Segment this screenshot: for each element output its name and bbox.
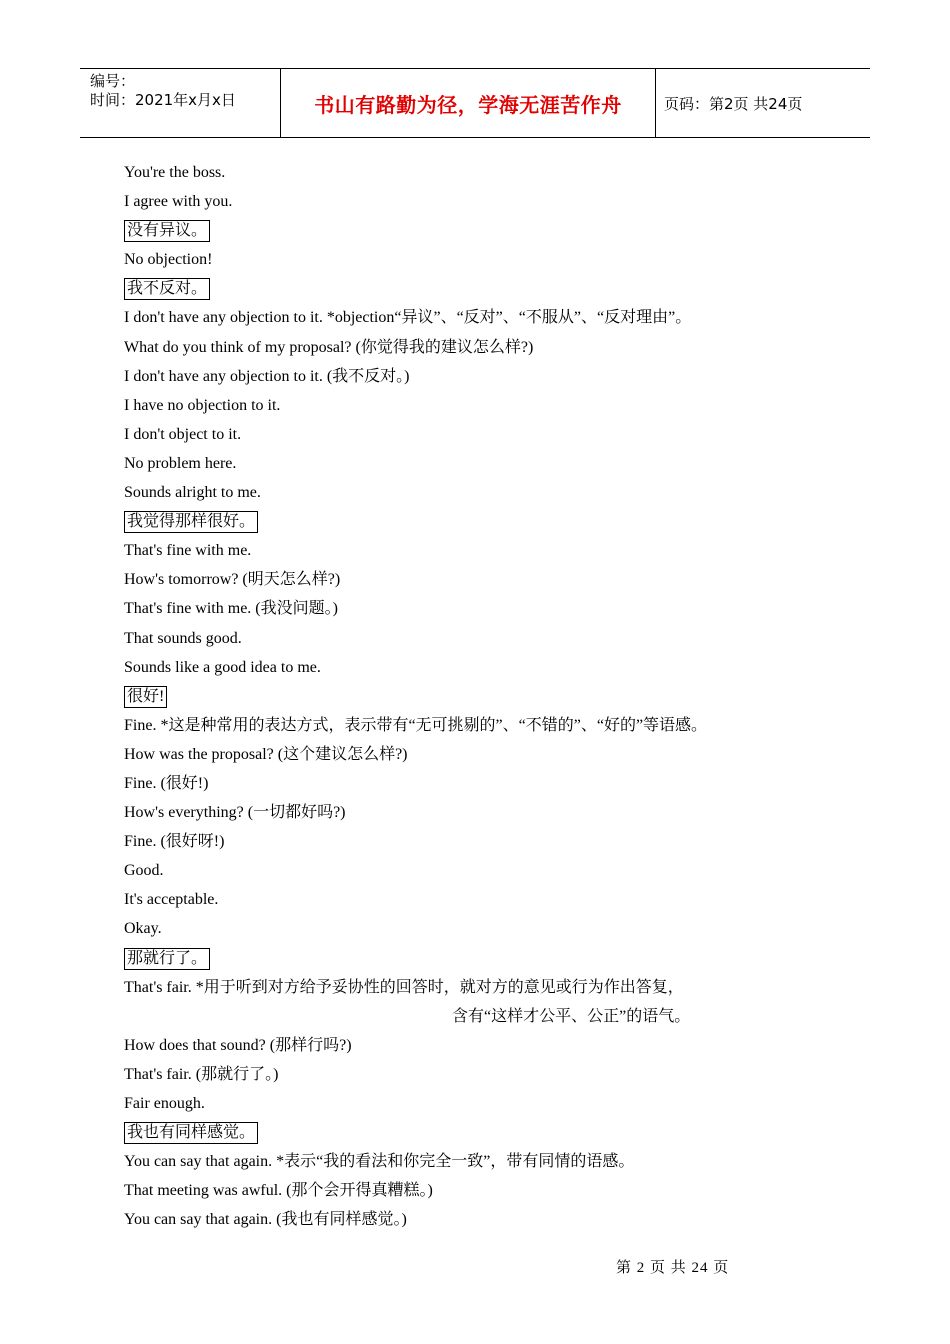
line-text: 含有“这样才公平、公正”的语气。 [452,1007,691,1025]
text-line [124,914,824,943]
text-line [124,827,824,856]
text-line [124,740,824,769]
text-line [124,245,824,274]
line-text: You can say that again. *表示“我的看法和你完全一致”，带有同情的语感。 [124,1153,635,1171]
section-heading-text: 我不反对。 [124,278,210,300]
section-heading-text: 我觉得那样很好。 [124,511,258,533]
line-text: Okay. [124,920,162,938]
header-right-cell [655,69,870,137]
text-line [124,565,824,594]
line-text: How's everything? (一切都好吗?) [124,804,346,822]
page-header [80,68,870,138]
text-line [124,362,824,391]
section-heading [124,682,824,711]
section-heading-text: 没有异议。 [124,220,210,242]
text-line [124,798,824,827]
line-text: Fine. (很好!) [124,774,209,792]
text-line [124,449,824,478]
line-text: Sounds like a good idea to me. [124,658,321,676]
line-text: How's tomorrow? (明天怎么样?) [124,571,341,589]
text-line [124,653,824,682]
motto: 书山有路勤为径，学海无涯苦作舟 [314,92,622,117]
text-line [124,769,824,798]
header-motto-cell [280,69,656,137]
section-heading-text: 我也有同样感觉。 [124,1122,258,1144]
text-line [124,856,824,885]
text-line [124,1002,824,1031]
serial-label: 编号： [90,72,136,90]
text-line [124,594,824,623]
section-heading-text: 很好! [124,686,167,708]
line-text: I don't have any objection to it. *objection“异议”、“反对”、“不服从”、“反对理由”。 [124,309,692,327]
line-text: That meeting was awful. (那个会开得真糟糕。) [124,1182,433,1200]
text-line [124,1031,824,1060]
section-heading [124,1118,824,1147]
text-line [124,711,824,740]
line-text: That sounds good. [124,629,242,647]
line-text: You can say that again. (我也有同样感觉。) [124,1211,407,1229]
line-text: What do you think of my proposal? (你觉得我的建议怎么样?) [124,338,534,356]
line-text: I don't object to it. [124,425,242,443]
text-line [124,536,824,565]
line-text: That's fine with me. [124,542,252,560]
text-line [124,333,824,362]
line-text: That's fine with me. (我没问题。) [124,600,338,618]
line-text: It's acceptable. [124,891,219,909]
text-line [124,1205,824,1234]
text-line [124,158,824,187]
line-text: Good. [124,862,164,880]
section-heading-text: 那就行了。 [124,948,210,970]
text-line [124,187,824,216]
date-label: 时间：2021年x月x日 [90,91,236,109]
page-footer: 第 2 页 共 24 页 [616,1260,730,1276]
text-line [124,391,824,420]
document-body [124,158,824,1234]
text-line [124,885,824,914]
page-info: 页码：第2页 共24页 [664,94,803,113]
section-heading [124,507,824,536]
line-text: No objection! [124,251,213,269]
line-text: That's fair. *用于听到对方给予妥协性的回答时，就对方的意见或行为作出答复， [124,978,684,996]
section-heading [124,216,824,245]
line-text: That's fair. (那就行了。) [124,1065,279,1083]
text-line [124,973,824,1002]
line-text: Fine. *这是种常用的表达方式，表示带有“无可挑剔的”、“不错的”、“好的”等语感。 [124,716,708,734]
text-line [124,478,824,507]
text-line [124,1060,824,1089]
text-line [124,1147,824,1176]
text-line [124,1176,824,1205]
line-text: No problem here. [124,454,237,472]
line-text: How does that sound? (那样行吗?) [124,1036,352,1054]
header-left-cell [80,69,280,137]
text-line [124,420,824,449]
line-text: Fine. (很好呀!) [124,833,225,851]
line-text: You're the boss. [124,164,226,181]
text-line [124,624,824,653]
line-text: I don't have any objection to it. (我不反对。) [124,367,410,385]
line-text: Fair enough. [124,1095,205,1112]
line-text: I agree with you. [124,193,233,211]
line-text: How was the proposal? (这个建议怎么样?) [124,745,408,763]
section-heading [124,944,824,973]
text-line [124,1089,824,1118]
text-line [124,303,824,332]
section-heading [124,274,824,303]
line-text: I have no objection to it. [124,396,281,414]
line-text: Sounds alright to me. [124,484,261,502]
